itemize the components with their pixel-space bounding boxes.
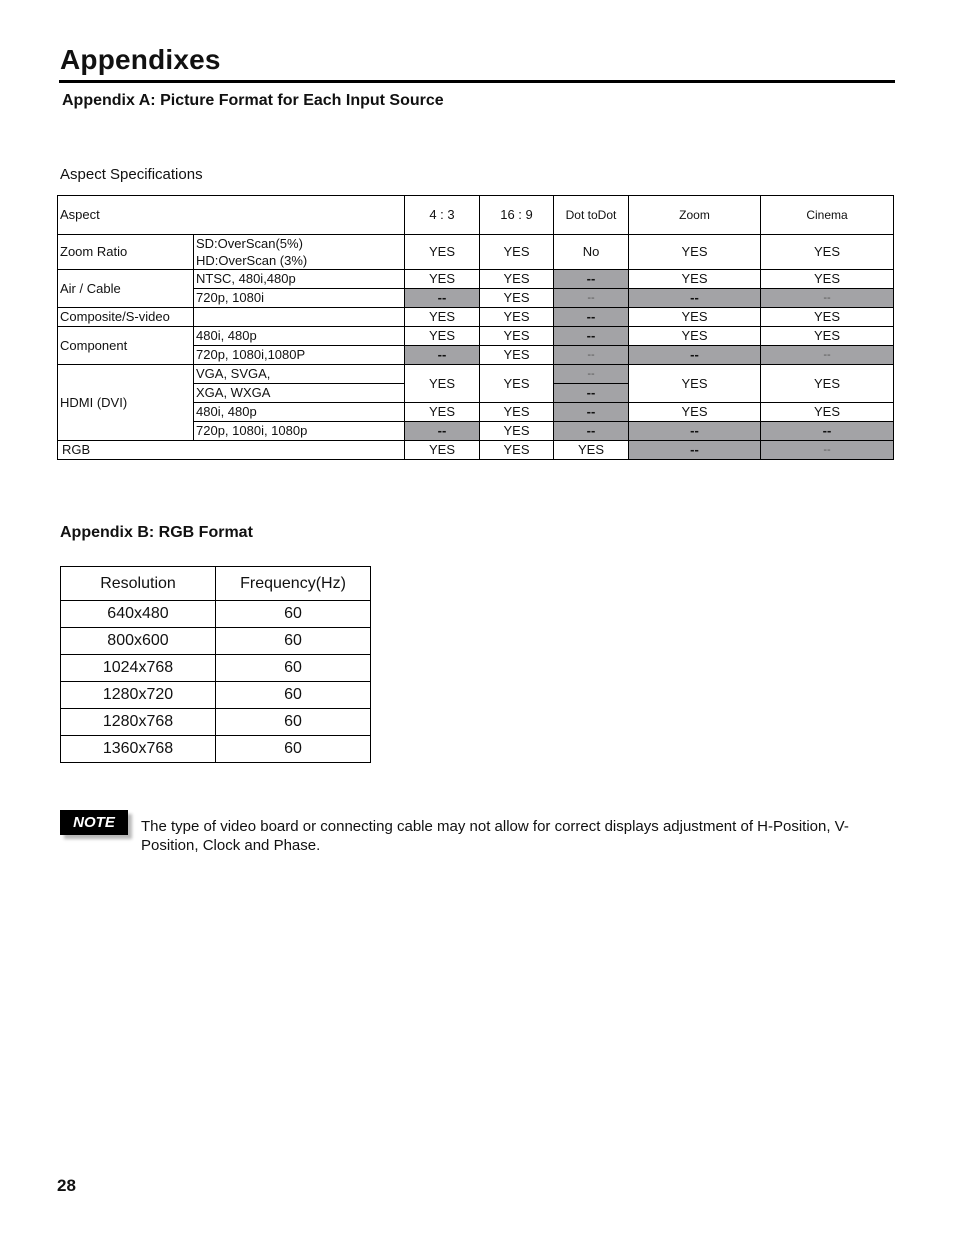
table-row [58, 196, 894, 235]
row-sublabel: NTSC, 480i,480p [194, 270, 405, 289]
column-header-zoom: Zoom [629, 196, 761, 235]
row-sublabel: XGA, WXGA [194, 384, 405, 403]
table-cell: 800x600 [61, 628, 216, 655]
table-cell: YES [480, 422, 554, 441]
table-cell: 60 [216, 682, 371, 709]
row-sublabel: SD:OverScan(5%) HD:OverScan (3%) [194, 235, 405, 270]
page-number: 28 [57, 1176, 76, 1195]
table-cell: 60 [216, 601, 371, 628]
table-row [61, 682, 371, 709]
table-row [61, 736, 371, 763]
column-header-16-9: 16 : 9 [480, 196, 554, 235]
table-cell: -- [554, 289, 629, 308]
row-label-composite: Composite/S-video [58, 308, 194, 327]
title-rule [59, 80, 895, 83]
column-header-dot-to-dot: Dot toDot [554, 196, 629, 235]
table-cell: -- [554, 308, 629, 327]
table-row [61, 567, 371, 601]
column-header-frequency: Frequency(Hz) [216, 567, 371, 601]
table-cell: YES [405, 270, 480, 289]
table-cell: YES [629, 235, 761, 270]
table-cell: YES [761, 327, 894, 346]
table-cell: YES [480, 441, 554, 460]
row-label-rgb: RGB [58, 441, 405, 460]
table-cell: 640x480 [61, 601, 216, 628]
table-cell: YES [761, 235, 894, 270]
row-label-component: Component [58, 327, 194, 365]
appendix-b-heading: Appendix B: RGB Format [60, 524, 253, 541]
table-cell: No [554, 235, 629, 270]
table-cell: YES [405, 441, 480, 460]
column-header-4-3: 4 : 3 [405, 196, 480, 235]
table-cell: -- [405, 346, 480, 365]
table-row [58, 270, 894, 289]
table-cell: YES [480, 289, 554, 308]
table-cell: YES [629, 270, 761, 289]
table-cell: -- [761, 346, 894, 365]
row-sublabel [194, 308, 405, 327]
table-cell: YES [480, 327, 554, 346]
table-cell: YES [554, 441, 629, 460]
table-cell: -- [554, 384, 629, 403]
table-cell: YES [480, 403, 554, 422]
table-cell: YES [405, 403, 480, 422]
aspect-specifications-caption: Aspect Specifications [60, 166, 203, 183]
table-cell: 60 [216, 628, 371, 655]
table-cell: YES [480, 365, 554, 403]
table-cell: YES [761, 403, 894, 422]
table-cell: YES [405, 308, 480, 327]
table-cell: -- [554, 346, 629, 365]
table-cell: -- [554, 327, 629, 346]
table-cell: 60 [216, 736, 371, 763]
table-cell: -- [554, 270, 629, 289]
table-cell: 60 [216, 709, 371, 736]
table-cell: -- [554, 365, 629, 384]
row-label-hdmi: HDMI (DVI) [58, 365, 194, 441]
column-header-resolution: Resolution [61, 567, 216, 601]
table-row [61, 601, 371, 628]
table-cell: 1360x768 [61, 736, 216, 763]
table-cell: YES [629, 365, 761, 403]
column-header-aspect: Aspect [58, 196, 405, 235]
table-cell: YES [629, 403, 761, 422]
table-cell: 1280x720 [61, 682, 216, 709]
table-cell: -- [405, 422, 480, 441]
rgb-format-table [60, 566, 371, 763]
note-badge: NOTE [60, 810, 128, 835]
table-cell: 1280x768 [61, 709, 216, 736]
row-sublabel: 720p, 1080i [194, 289, 405, 308]
table-row [58, 235, 894, 270]
table-row [61, 628, 371, 655]
table-cell: YES [480, 270, 554, 289]
table-row [58, 308, 894, 327]
row-sublabel: 480i, 480p [194, 327, 405, 346]
page-title: Appendixes [60, 44, 221, 75]
table-cell: YES [405, 235, 480, 270]
row-label-zoom-ratio: Zoom Ratio [58, 235, 194, 270]
note-text: The type of video board or connecting cable may not allow for correct displays adjustment of H-Position, V-Position, Clock and Phase. [141, 818, 849, 854]
table-cell: -- [761, 422, 894, 441]
row-sublabel: 480i, 480p [194, 403, 405, 422]
table-row [61, 709, 371, 736]
table-cell: -- [629, 422, 761, 441]
table-row [58, 327, 894, 346]
table-row [58, 441, 894, 460]
table-cell: YES [761, 365, 894, 403]
row-sublabel: VGA, SVGA, [194, 365, 405, 384]
aspect-specifications-table [57, 195, 894, 460]
table-cell: -- [761, 441, 894, 460]
table-cell: -- [761, 289, 894, 308]
table-row [58, 365, 894, 384]
row-sublabel: 720p, 1080i, 1080p [194, 422, 405, 441]
table-cell: YES [480, 308, 554, 327]
table-cell: YES [629, 308, 761, 327]
table-row [61, 655, 371, 682]
table-cell: 1024x768 [61, 655, 216, 682]
table-cell: YES [629, 327, 761, 346]
table-cell: -- [405, 289, 480, 308]
column-header-cinema: Cinema [761, 196, 894, 235]
appendix-a-heading: Appendix A: Picture Format for Each Input Source [62, 92, 444, 109]
table-cell: 60 [216, 655, 371, 682]
table-cell: -- [554, 422, 629, 441]
table-cell: YES [480, 346, 554, 365]
table-cell: -- [629, 346, 761, 365]
table-cell: -- [554, 403, 629, 422]
table-cell: YES [480, 235, 554, 270]
table-cell: YES [405, 365, 480, 403]
row-sublabel: 720p, 1080i,1080P [194, 346, 405, 365]
table-cell: YES [761, 308, 894, 327]
table-cell: YES [405, 327, 480, 346]
table-cell: YES [761, 270, 894, 289]
table-cell: -- [629, 441, 761, 460]
table-cell: -- [629, 289, 761, 308]
row-label-air-cable: Air / Cable [58, 270, 194, 308]
